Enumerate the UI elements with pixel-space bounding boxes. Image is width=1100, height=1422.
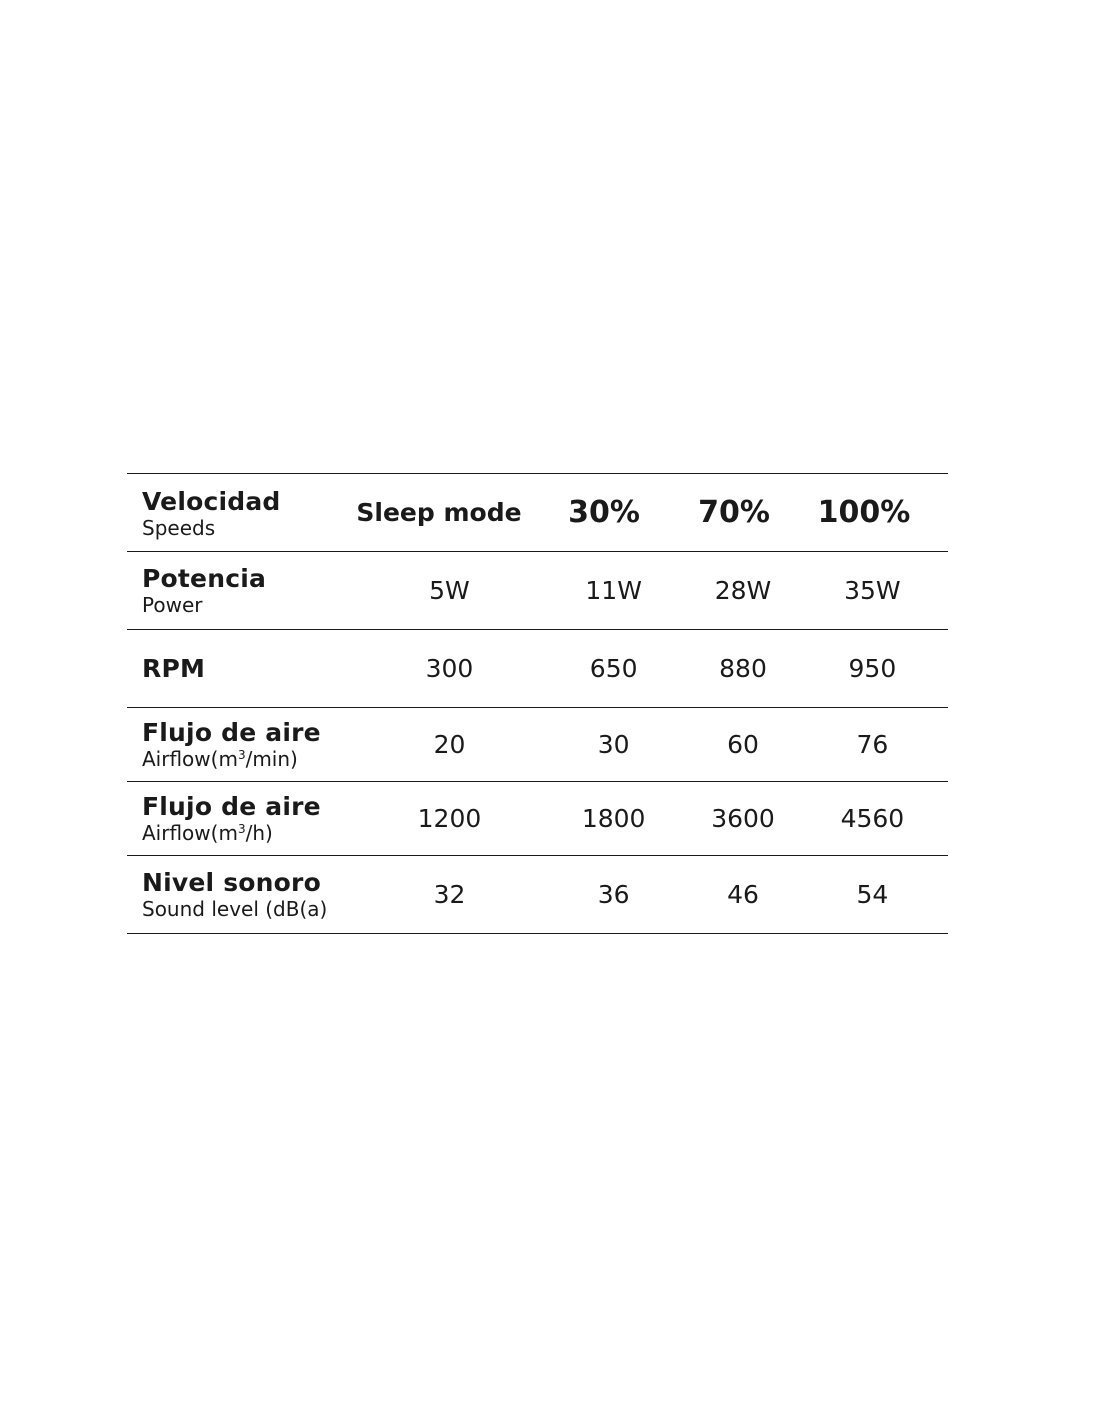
row-label-cell [127,718,361,771]
label-sub-post: /h) [245,821,273,845]
row-label-main: Flujo de aire [142,718,321,747]
label-sub-sup: 3 [237,748,246,762]
row-label-cell [127,792,361,845]
cell-value: 20 [433,729,466,759]
header-col-sleep-mode: Sleep mode [356,497,522,527]
cell-value: 5W [429,575,470,605]
row-label-sub [142,747,361,771]
label-sub-pre: Airflow(m [142,747,238,771]
cell-value: 1200 [417,803,482,833]
cell-value: 54 [856,879,889,909]
label-sub-sup: 3 [237,822,246,836]
cell-value: 300 [425,653,474,683]
header-label-main: Velocidad [142,487,281,516]
cell-value: 32 [433,879,466,909]
header-label-cell [127,485,362,540]
specifications-table [127,473,948,934]
table-row-airflow-min [127,708,948,782]
row-label-main: Nivel sonoro [142,868,321,897]
cell-value: 35W [844,575,901,605]
row-label-cell [127,654,361,683]
cell-value: 60 [727,729,759,759]
table-row-power [127,552,948,630]
table-row-airflow-hour [127,782,948,856]
cell-value: 4560 [840,803,905,833]
cell-value: 30 [597,729,630,759]
cell-value: 3600 [711,803,775,833]
cell-value: 880 [719,653,767,683]
row-label-cell [127,564,361,617]
table-row-sound-level [127,856,948,934]
header-col-30: 30% [568,494,640,530]
label-sub-pre: Airflow(m [142,821,238,845]
table-header-row [127,474,948,552]
row-label-main: Potencia [142,564,267,593]
row-label-sub: Sound level (dB(a) [142,897,328,921]
row-label-cell [127,868,361,921]
header-label-sub: Speeds [142,516,216,540]
cell-value: 11W [585,575,642,605]
cell-value: 1800 [581,803,646,833]
header-col-70: 70% [698,494,770,530]
row-label-sub: Power [142,593,203,617]
cell-value: 28W [714,575,772,605]
cell-value: 76 [856,729,889,759]
table-row-rpm [127,630,948,708]
label-sub-post: /min) [245,747,298,771]
cell-value: 650 [589,653,638,683]
row-label-main: Flujo de aire [142,792,321,821]
row-label-sub [142,821,361,845]
cell-value: 36 [597,879,630,909]
cell-value: 46 [727,879,759,909]
cell-value: 950 [848,653,897,683]
header-col-100: 100% [817,494,911,530]
row-label-main: RPM [142,654,206,683]
